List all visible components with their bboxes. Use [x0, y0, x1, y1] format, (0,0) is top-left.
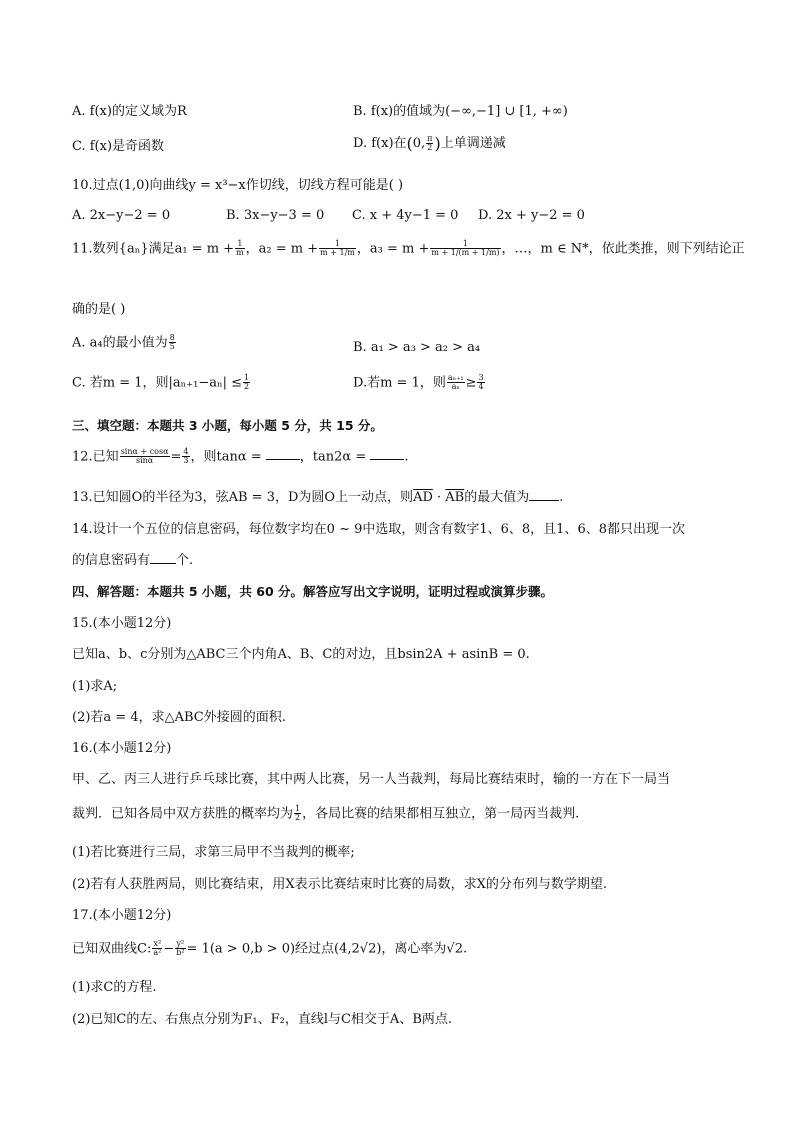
q13-suffix: 的最大值为 — [464, 490, 530, 505]
q11-option-d-relation: ≥ — [465, 375, 477, 391]
q11-stem-part: ，…，m ∈ N*，依此类推，则下列结论正 — [501, 241, 745, 257]
q10-stem: 10.过点(1,0)向曲线y = x³−x作切线，切线方程可能是( ) — [72, 178, 404, 193]
q16-line1: 甲、乙、丙三人进行乒乓球比赛，其中两人比赛，另一人当裁判，每局比赛结束时，输的一方在下一局当 — [72, 772, 671, 787]
q16-line2-suffix: ，各局比赛的结果都相互独立，第一局丙当裁判. — [302, 806, 580, 822]
q15-heading: 15.(本小题12分) — [72, 616, 172, 631]
q14-line1: 14.设计一个五位的信息密码，每位数字均在0 ~ 9中选取，则含有数字1、6、8，且1、6、8都只出现一次 — [72, 522, 686, 537]
q16-part2: (2)若有人获胜两局，则比赛结束，用X表示比赛结束时比赛的局数，求X的分布列与数学期望. — [72, 877, 608, 892]
fraction-numerator: 1 — [235, 240, 245, 249]
q11-option-b: B. a₁ > a₃ > a₂ > a₄ — [353, 340, 481, 355]
fraction-ratio — [447, 374, 465, 392]
minus-sign: − — [163, 941, 175, 957]
vector-ad: $\overline{AD}$ — [413, 490, 433, 505]
q11-stem-line2: 确的是( ) — [72, 302, 126, 317]
fraction-denominator: 2 — [244, 382, 250, 392]
q13-prefix: 13.已知圆O的半径为3，弦AB = 3，D为圆O上一动点，则 — [72, 490, 414, 505]
q13-end: . — [559, 490, 564, 505]
q9-option-c: C. f(x)是奇函数 — [72, 139, 165, 154]
q17-suffix: = 1(a > 0,b > 0)经过点(4,2√2)，离心率为√2. — [186, 941, 468, 957]
fraction-y2-over-b2 — [175, 940, 185, 958]
q9-option-d-prefix: D. f(x)在 — [353, 136, 407, 152]
fraction-numerator: 8 — [169, 333, 175, 342]
fraction-denominator: b² — [176, 948, 185, 958]
q16-line2-prefix: 裁判．已知各局中双方获胜的概率均为 — [72, 806, 294, 822]
q14-line2 — [72, 553, 193, 569]
fraction-1-over-2 — [243, 374, 250, 392]
fraction-denominator: a² — [153, 948, 162, 958]
answer-blank-1[interactable] — [266, 449, 300, 460]
q16-line2 — [72, 805, 579, 823]
q11-option-d — [353, 374, 486, 392]
answer-blank[interactable] — [150, 553, 176, 564]
fraction-denominator: 4 — [478, 382, 484, 392]
section-fill-in-heading: 三、填空题：本题共 3 小题，每小题 5 分，共 15 分。 — [72, 418, 383, 433]
q10-option-b: B. 3x−y−3 = 0 — [226, 208, 325, 223]
fraction-numerator: 1 — [295, 804, 301, 813]
fraction-numerator: x² — [153, 939, 162, 948]
q11-option-c-text: C. 若m = 1，则|aₙ₊₁−aₙ| ≤ — [72, 375, 243, 391]
vector-ab: $\overline{AB}$ — [445, 490, 465, 505]
q17-prefix: 已知双曲线C: — [72, 941, 152, 957]
q16-heading: 16.(本小题12分) — [72, 741, 172, 756]
fraction-4-over-3 — [182, 448, 189, 466]
q11-stem-part: ，a₃ = m + — [356, 241, 430, 257]
q14-line2-suffix: 个. — [176, 553, 194, 568]
fraction-numerator: y² — [176, 939, 185, 948]
paren-open: ( — [406, 134, 413, 153]
fraction-denominator: m — [236, 248, 244, 258]
fraction-numerator: aₙ₊₁ — [447, 373, 464, 382]
answer-blank-2[interactable] — [370, 449, 404, 460]
q15-stem: 已知a、b、c分别为△ABC三个内角A、B、C的对边，且bsin2A + asinB = 0. — [72, 647, 530, 662]
q17-part1: (1)求C的方程. — [72, 980, 157, 995]
q12-part2: ，tan2α = — [299, 449, 367, 465]
fraction-3-over-4 — [477, 374, 484, 392]
paren-close: ) — [434, 134, 441, 153]
q9-option-d-suffix: 上单调递减 — [440, 136, 506, 152]
q11-fraction-3 — [430, 240, 500, 258]
dot-operator: · — [432, 490, 446, 505]
fraction-numerator: 1 — [244, 373, 250, 382]
fraction-numerator: 3 — [478, 373, 484, 382]
q17-part2: (2)已知C的左、右焦点分别为F₁、F₂，直线l与C相交于A、B两点. — [72, 1012, 453, 1027]
fraction-denominator: m + 1/m — [320, 248, 355, 258]
fraction-x2-over-a2 — [152, 940, 162, 958]
q15-part1: (1)求A; — [72, 679, 118, 694]
answer-blank[interactable] — [529, 490, 559, 501]
section-solution-heading: 四、解答题：本题共 5 小题，共 60 分。解答应写出文字说明，证明过程或演算步骤。 — [72, 584, 554, 599]
q16-part1: (1)若比赛进行三局，求第三局甲不当裁判的概率; — [72, 845, 355, 860]
q11-option-c — [72, 374, 251, 392]
q9-option-b: B. f(x)的值域为(−∞,−1] ∪ [1, +∞) — [353, 104, 568, 119]
q9-option-d — [353, 134, 506, 153]
fraction-pi-over-2 — [426, 135, 433, 153]
q15-part2: (2)若a = 4，求△ABC外接圆的面积. — [72, 710, 286, 725]
q11-stem — [72, 240, 745, 258]
fraction-numerator: sinα + cosα — [120, 447, 169, 456]
fraction-numerator: π — [427, 133, 433, 143]
fraction-denominator: 5 — [169, 342, 175, 352]
q10-option-c: C. x + 4y−1 = 0 — [352, 208, 459, 223]
q12-part1: ，则tanα = — [190, 449, 262, 465]
q11-stem-part: ，a₂ = m + — [245, 241, 319, 257]
q11-option-d-text: D.若m = 1，则 — [353, 375, 446, 391]
fraction-1-over-2 — [294, 805, 301, 823]
q17-stem — [72, 940, 467, 958]
q17-heading: 17.(本小题12分) — [72, 908, 172, 923]
q10-option-a: A. 2x−y−2 = 0 — [72, 208, 171, 223]
q9-option-d-interval-left: 0, — [412, 136, 426, 152]
q12-end: . — [404, 449, 409, 465]
q9-option-a: A. f(x)的定义域为R — [72, 104, 187, 119]
q12-stem — [72, 448, 409, 466]
fraction-numerator: 1 — [319, 240, 356, 249]
q11-option-a — [72, 334, 177, 352]
q13-stem — [72, 490, 563, 506]
fraction-numerator: 1 — [430, 240, 500, 249]
q11-stem-part: 11.数列{aₙ}满足a₁ = m + — [72, 241, 235, 257]
fraction-denominator: sinα — [135, 456, 154, 466]
fraction-denominator: aₙ — [451, 382, 460, 392]
fraction-denominator: 3 — [183, 456, 189, 466]
q11-fraction-2 — [319, 240, 356, 258]
q10-option-d: D. 2x + y−2 = 0 — [478, 208, 585, 223]
q11-option-a-text: A. a₄的最小值为 — [72, 335, 168, 351]
fraction-denominator: 2 — [295, 813, 301, 823]
fraction-denominator: m + 1/(m + 1/m) — [431, 248, 500, 258]
q14-line2-prefix: 的信息密码有 — [72, 553, 151, 568]
q12-equals: = — [170, 449, 182, 465]
q12-fraction-trig — [120, 448, 170, 466]
fraction-denominator: 2 — [427, 143, 433, 153]
q12-prefix: 12.已知 — [72, 449, 119, 465]
fraction-8-over-5 — [169, 334, 176, 352]
q11-fraction-1 — [235, 240, 245, 258]
fraction-numerator: 4 — [183, 447, 189, 456]
